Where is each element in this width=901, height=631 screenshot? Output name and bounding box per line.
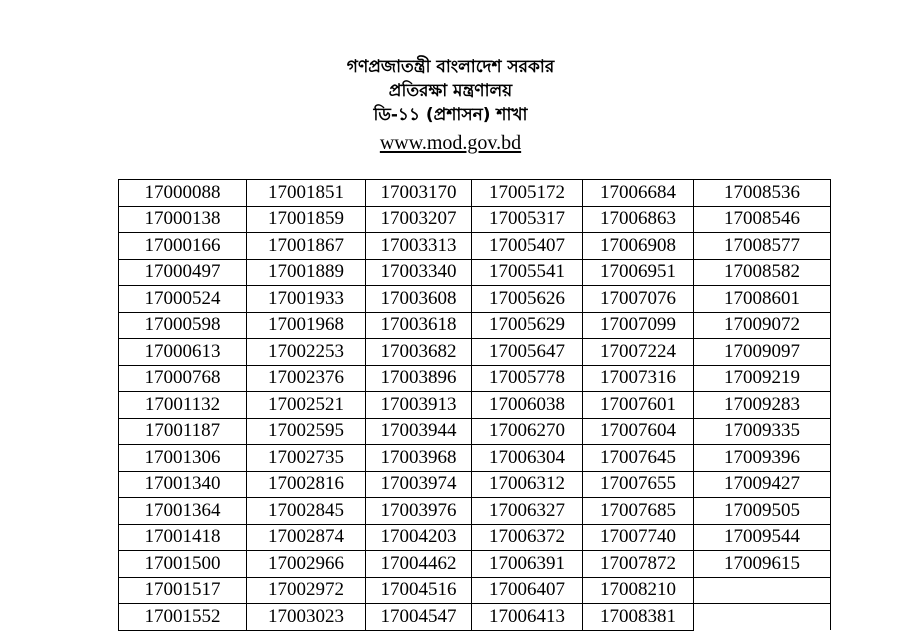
branch-title: ডি-১১ (প্রশাসন) শাখা	[373, 105, 528, 125]
roll-number-cell: 17002874	[247, 524, 366, 551]
table-row	[119, 206, 831, 233]
roll-number-cell: 17006908	[583, 233, 694, 260]
roll-number-cell: 17000088	[119, 180, 247, 207]
roll-number-cell: 17008582	[694, 259, 831, 286]
roll-number-cell: 17002816	[247, 471, 366, 498]
roll-number-cell: 17004516	[366, 577, 472, 604]
roll-number-cell: 17001364	[119, 498, 247, 525]
roll-number-cell: 17009505	[694, 498, 831, 525]
roll-number-cell: 17008577	[694, 233, 831, 260]
table-row	[119, 604, 831, 631]
roll-number-cell: 17009427	[694, 471, 831, 498]
roll-number-cell: 17001340	[119, 471, 247, 498]
ministry-title: প্রতিরক্ষা মন্ত্রণালয়	[388, 81, 513, 101]
roll-number-cell: 17009544	[694, 524, 831, 551]
empty-cell	[694, 577, 831, 604]
table-row	[119, 418, 831, 445]
roll-number-cell: 17003618	[366, 312, 472, 339]
roll-number-cell: 17005647	[472, 339, 583, 366]
roll-number-cell: 17006413	[472, 604, 583, 631]
roll-number-cell: 17009396	[694, 445, 831, 472]
table-row	[119, 551, 831, 578]
roll-number-cell: 17001933	[247, 286, 366, 313]
roll-number-cell: 17003340	[366, 259, 472, 286]
roll-number-cell: 17003974	[366, 471, 472, 498]
roll-number-cell: 17008381	[583, 604, 694, 631]
roll-number-cell: 17007316	[583, 365, 694, 392]
roll-number-cell: 17007655	[583, 471, 694, 498]
table-row	[119, 471, 831, 498]
roll-number-cell: 17009219	[694, 365, 831, 392]
roll-number-cell: 17002521	[247, 392, 366, 419]
roll-number-cell: 17007604	[583, 418, 694, 445]
roll-number-cell: 17007076	[583, 286, 694, 313]
roll-number-cell: 17003682	[366, 339, 472, 366]
roll-number-cell: 17002735	[247, 445, 366, 472]
roll-number-cell: 17007601	[583, 392, 694, 419]
roll-number-cell: 17000768	[119, 365, 247, 392]
roll-number-cell: 17005778	[472, 365, 583, 392]
roll-number-cell: 17005317	[472, 206, 583, 233]
roll-number-cell: 17002972	[247, 577, 366, 604]
roll-number-cell: 17007685	[583, 498, 694, 525]
table-row	[119, 445, 831, 472]
table-row	[119, 233, 831, 260]
roll-number-cell: 17001187	[119, 418, 247, 445]
roll-number-cell: 17002376	[247, 365, 366, 392]
roll-number-cell: 17006270	[472, 418, 583, 445]
roll-number-cell: 17000166	[119, 233, 247, 260]
roll-number-cell: 17007872	[583, 551, 694, 578]
roll-number-cell: 17007224	[583, 339, 694, 366]
roll-number-cell: 17004203	[366, 524, 472, 551]
roll-number-cell: 17006391	[472, 551, 583, 578]
roll-number-cell: 17007099	[583, 312, 694, 339]
government-title: গণপ্রজাতন্ত্রী বাংলাদেশ সরকার	[346, 57, 555, 77]
roll-number-cell: 17004462	[366, 551, 472, 578]
roll-number-cell: 17007740	[583, 524, 694, 551]
roll-number-cell: 17006038	[472, 392, 583, 419]
roll-number-cell: 17001517	[119, 577, 247, 604]
document-header	[0, 56, 901, 155]
table-row	[119, 312, 831, 339]
roll-number-cell: 17000497	[119, 259, 247, 286]
website-link[interactable]: www.mod.gov.bd	[379, 132, 522, 154]
roll-number-cell: 17005407	[472, 233, 583, 260]
empty-cell	[694, 604, 831, 631]
table-row	[119, 498, 831, 525]
roll-number-cell: 17003896	[366, 365, 472, 392]
roll-number-cell: 17007645	[583, 445, 694, 472]
roll-number-cell: 17008601	[694, 286, 831, 313]
roll-number-cell: 17000138	[119, 206, 247, 233]
table-row	[119, 524, 831, 551]
roll-number-cell: 17001552	[119, 604, 247, 631]
roll-number-cell: 17006372	[472, 524, 583, 551]
roll-number-cell: 17008536	[694, 180, 831, 207]
roll-number-cell: 17001867	[247, 233, 366, 260]
roll-number-cell: 17001500	[119, 551, 247, 578]
roll-number-cell: 17005626	[472, 286, 583, 313]
roll-number-cell: 17006407	[472, 577, 583, 604]
roll-number-cell: 17003944	[366, 418, 472, 445]
roll-number-cell: 17009097	[694, 339, 831, 366]
roll-number-cell: 17006312	[472, 471, 583, 498]
roll-number-cell: 17000598	[119, 312, 247, 339]
roll-number-cell: 17003976	[366, 498, 472, 525]
roll-number-cell: 17005541	[472, 259, 583, 286]
roll-number-cell: 17006327	[472, 498, 583, 525]
roll-number-cell: 17003968	[366, 445, 472, 472]
roll-number-cell: 17006951	[583, 259, 694, 286]
roll-number-table	[118, 179, 831, 631]
roll-number-cell: 17003913	[366, 392, 472, 419]
table-row	[119, 339, 831, 366]
roll-number-cell: 17009072	[694, 312, 831, 339]
roll-number-cell: 17001859	[247, 206, 366, 233]
roll-number-cell: 17002845	[247, 498, 366, 525]
table-row	[119, 365, 831, 392]
roll-number-cell: 17009615	[694, 551, 831, 578]
roll-number-cell: 17001851	[247, 180, 366, 207]
table-row	[119, 392, 831, 419]
roll-number-cell: 17001132	[119, 392, 247, 419]
roll-number-cell: 17009283	[694, 392, 831, 419]
roll-number-cell: 17001306	[119, 445, 247, 472]
roll-number-cell: 17003170	[366, 180, 472, 207]
roll-number-cell: 17003207	[366, 206, 472, 233]
roll-number-cell: 17006304	[472, 445, 583, 472]
roll-number-cell: 17003313	[366, 233, 472, 260]
roll-number-cell: 17001418	[119, 524, 247, 551]
roll-number-cell: 17009335	[694, 418, 831, 445]
roll-number-cell: 17001968	[247, 312, 366, 339]
table-row	[119, 259, 831, 286]
roll-number-cell: 17006684	[583, 180, 694, 207]
table-row	[119, 577, 831, 604]
roll-number-cell: 17003023	[247, 604, 366, 631]
roll-number-cell: 17000524	[119, 286, 247, 313]
roll-number-cell: 17000613	[119, 339, 247, 366]
roll-number-cell: 17003608	[366, 286, 472, 313]
table-row	[119, 180, 831, 207]
table-row	[119, 286, 831, 313]
roll-number-cell: 17005172	[472, 180, 583, 207]
roll-number-cell: 17005629	[472, 312, 583, 339]
roll-number-cell: 17008210	[583, 577, 694, 604]
roll-number-table-body	[119, 180, 831, 631]
roll-number-cell: 17004547	[366, 604, 472, 631]
roll-number-cell: 17006863	[583, 206, 694, 233]
roll-number-cell: 17008546	[694, 206, 831, 233]
roll-number-cell: 17002966	[247, 551, 366, 578]
roll-number-cell: 17001889	[247, 259, 366, 286]
roll-number-cell: 17002595	[247, 418, 366, 445]
roll-number-cell: 17002253	[247, 339, 366, 366]
